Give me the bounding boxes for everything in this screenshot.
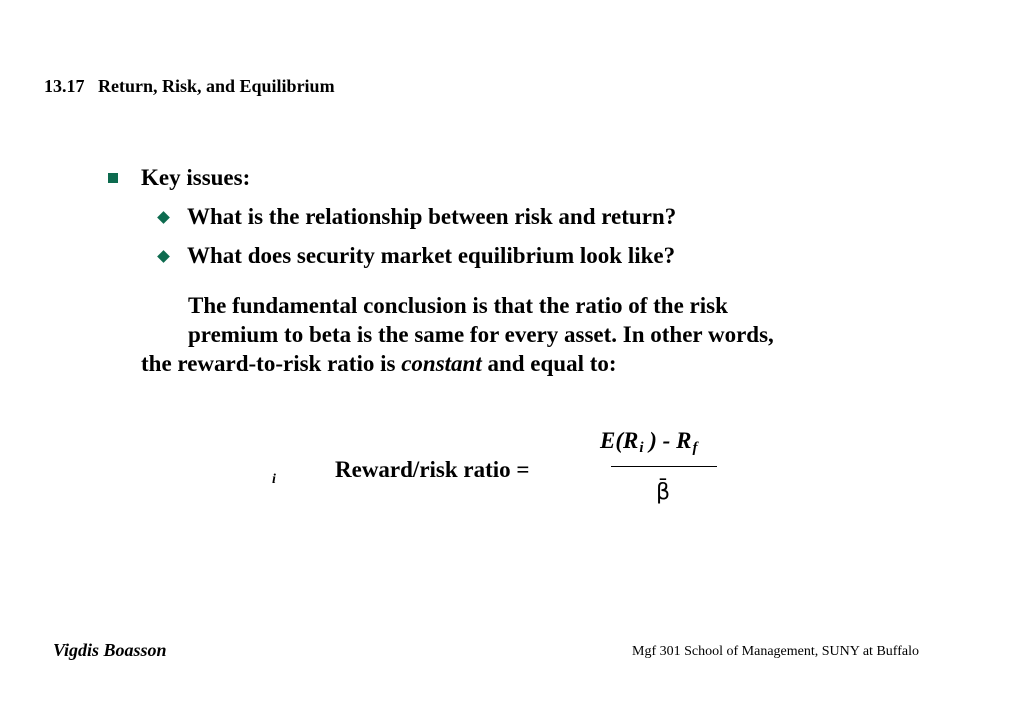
- diamond-bullet-icon: [157, 250, 170, 263]
- numerator-er: E(R: [600, 428, 639, 453]
- formula-numerator: [600, 428, 697, 457]
- footer-course: Mgf 301 School of Management, SUNY at Buffalo: [632, 644, 919, 659]
- formula-denominator-beta: β̄: [656, 480, 671, 505]
- diamond-bullet-icon: [157, 211, 170, 224]
- paragraph-line-2: premium to beta is the same for every asset. In other words,: [188, 322, 774, 347]
- numerator-sub-f: f: [692, 440, 698, 456]
- paragraph-line-3-start: the reward-to-risk ratio is: [141, 351, 402, 376]
- fraction-line: [611, 466, 717, 467]
- bullet-key-issues: [108, 165, 250, 191]
- slide-title: 13.17 Return, Risk, and Equilibrium: [44, 76, 335, 96]
- formula-label: Reward/risk ratio =: [335, 457, 530, 482]
- numerator-sub-i: i: [639, 440, 644, 456]
- constant-emphasis: constant: [401, 351, 482, 376]
- bullet-key-issues-label: Key issues:: [141, 165, 251, 190]
- sub-bullet-equilibrium-label: What does security market equilibrium look like?: [187, 243, 676, 268]
- paragraph-line-3: [141, 351, 617, 377]
- sub-bullet-risk-return: [156, 204, 676, 230]
- sub-bullet-equilibrium: [156, 243, 675, 269]
- paragraph-line-3-end: and equal to:: [481, 351, 617, 376]
- footer-author: Vigdis Boasson: [53, 640, 167, 660]
- paragraph-line-1: The fundamental conclusion is that the ratio of the risk: [188, 293, 728, 318]
- sub-bullet-risk-return-label: What is the relationship between risk and return?: [187, 204, 677, 229]
- stray-subscript: i: [272, 472, 276, 487]
- square-bullet-icon: [108, 173, 118, 183]
- numerator-minus-r: ) - R: [643, 428, 692, 453]
